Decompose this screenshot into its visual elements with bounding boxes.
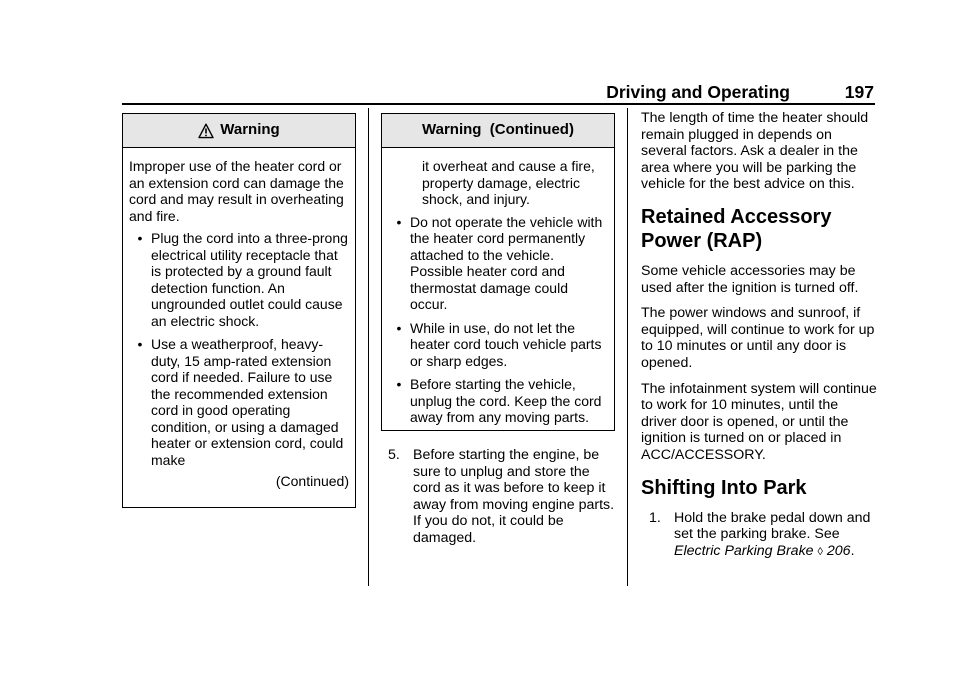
bullet-icon: • (396, 213, 402, 230)
park-heading: Shifting Into Park (641, 476, 807, 499)
step-number: 1. (649, 509, 661, 526)
warning-continued-title: Warning (Continued) (382, 114, 614, 148)
step-5 (388, 447, 616, 547)
list-item: • Do not operate the vehicle with the heater cord permanently attached to the vehicle. Possible heater cord and thermostat damage could occur. (388, 214, 608, 313)
section-title: Driving and Operating (606, 82, 790, 102)
rap-paragraph: The infotainment system will continue to work for 10 minutes, until the driver door is opened, or until the ignition is turned on or placed in ACC/ACCESSORY. (641, 380, 877, 463)
step-number: 5. (388, 447, 400, 463)
rap-heading: Retained Accessory Power (RAP) (641, 205, 832, 252)
step-text: Before starting the engine, be sure to unplug and store the cord as it was before to keep it away from moving engine parts. If you do not, it could be damaged. (413, 447, 615, 546)
warning-continued-box (381, 113, 615, 431)
step-text: Hold the brake pedal down and set the parking brake. See (674, 509, 871, 543)
park-step-1: 1. Hold the brake pedal down and set the parking brake. See Electric Parking Brake ◊ 206. (641, 510, 877, 561)
bullet-icon: • (137, 230, 143, 246)
rap-paragraph: Some vehicle accessories may be used after the ignition is turned off. (641, 262, 859, 296)
page-reference-icon: ◊ (817, 545, 823, 558)
warning-box (122, 113, 356, 508)
column-3 (641, 110, 877, 560)
list-item: • Before starting the vehicle, unplug the cord. Keep the cord away from any moving parts. (388, 376, 608, 426)
cross-reference-link[interactable]: Electric Parking Brake ◊ 206 (674, 542, 851, 559)
warning-triangle-icon (198, 123, 214, 139)
list-item: • Use a weatherproof, heavy-duty, 15 amp-rated extension cord if needed. Failure to use the recommended extension cord in good operating condition, or using a damaged heater or extension cord, could make (129, 336, 349, 468)
warning-intro: Improper use of the heater cord or an extension cord can damage the cord and may result in overheating and fire. (129, 158, 344, 224)
warning-carryover: it overheat and cause a fire, property damage, electric shock, and injury. (422, 158, 595, 207)
page-header (122, 80, 874, 104)
continued-label: (Continued) (275, 473, 349, 489)
header-rule (122, 103, 875, 105)
warning-box-title (123, 114, 355, 148)
page-number: 197 (844, 82, 874, 102)
heater-time-paragraph: The length of time the heater should remain plugged in depends on several factors. Ask a dealer in the area where you will be parking the vehicle for the best advice on this. (641, 110, 869, 193)
list-item: • While in use, do not let the heater cord touch vehicle parts or sharp edges. (388, 320, 608, 370)
rap-paragraph: The power windows and sunroof, if equipped, will continue to work for up to 10 minutes or until any door is opened. (641, 305, 875, 371)
warning-title-text: Warning (220, 121, 280, 139)
column-divider (368, 108, 369, 586)
bullet-icon: • (396, 319, 402, 336)
column-divider (627, 108, 628, 586)
bullet-icon: • (137, 336, 143, 352)
list-item: • Plug the cord into a three-prong electrical utility receptacle that is protected by a ground fault detection function. An ungrounded outlet could cause an electric shock. (129, 230, 349, 329)
bullet-icon: • (396, 376, 402, 392)
